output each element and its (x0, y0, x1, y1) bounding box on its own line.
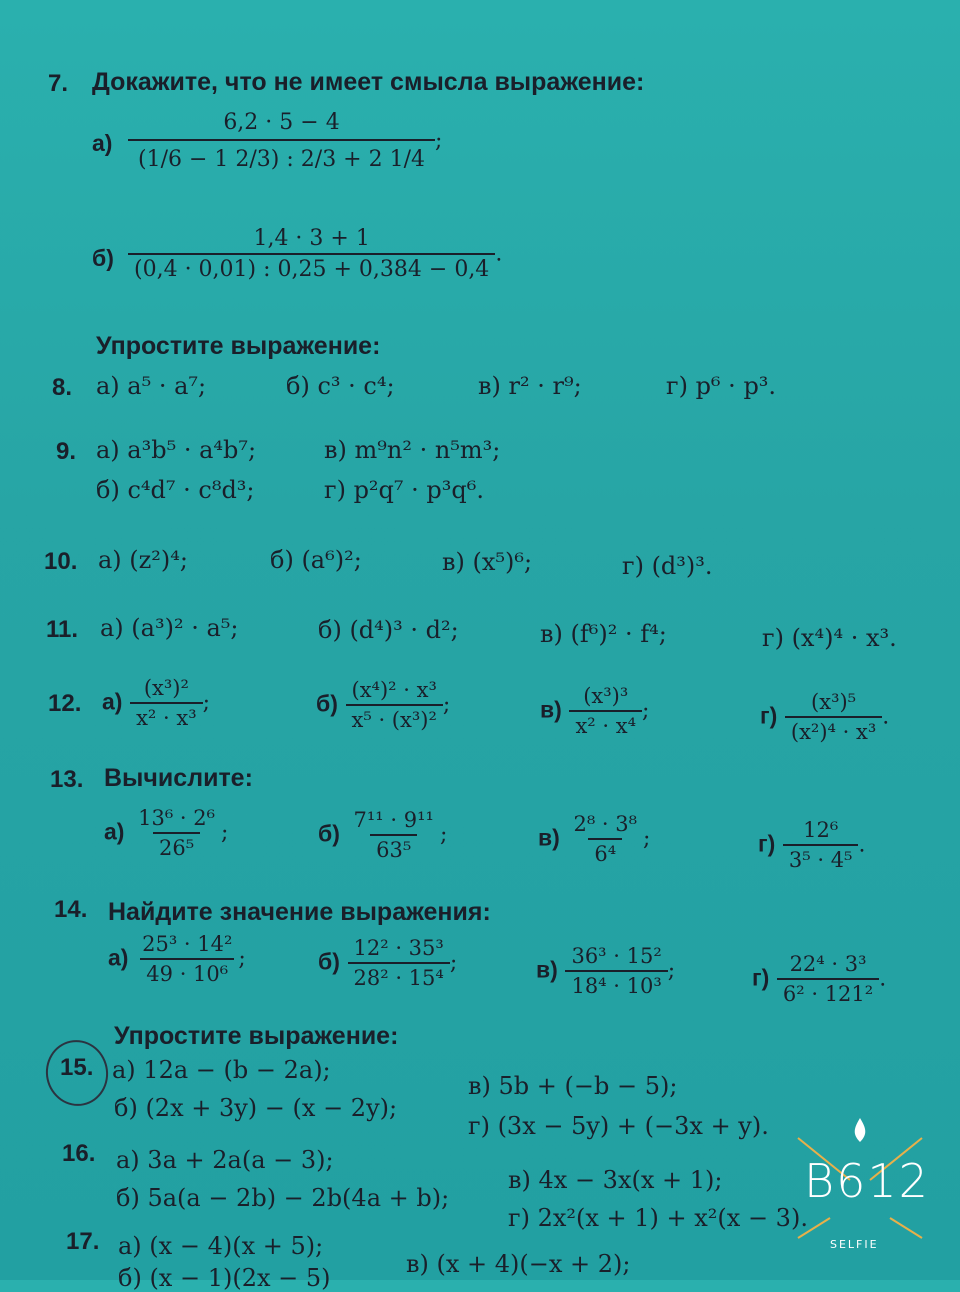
punctuation: ; (238, 946, 246, 972)
numerator: 7¹¹ · 9¹¹ (353, 808, 434, 832)
problem-number: 7. (48, 70, 69, 97)
exercise-item: а) a³b⁵ · a⁴b⁷; (96, 436, 257, 464)
denominator: 6² · 121² (777, 978, 879, 1006)
exercise-item: б) (d⁴)³ · d²; (318, 616, 459, 644)
denominator: 18⁴ · 10³ (565, 970, 667, 998)
problem-title: Докажите, что не имеет смысла выражение: (92, 68, 645, 96)
denominator: (0,4 · 0,01) : 0,25 + 0,384 − 0,4 (128, 253, 495, 282)
problem-number: 17. (66, 1228, 100, 1255)
punctuation: ; (643, 826, 651, 852)
numerator: 36³ · 15² (571, 944, 662, 968)
exercise-item: г) p²q⁷ · p³q⁶. (324, 476, 485, 504)
exercise-item: г) (d³)³. (622, 552, 713, 580)
sub-label: а) (102, 688, 123, 715)
fraction-expression (128, 226, 502, 282)
numerator: 22⁴ · 3³ (789, 952, 867, 976)
fraction-expression (128, 110, 442, 172)
denominator: 3⁵ · 4⁵ (783, 844, 859, 872)
sub-label: в) (538, 824, 560, 851)
denominator: 63⁵ (370, 834, 417, 862)
numerator: 2⁸ · 3⁸ (573, 812, 638, 836)
exercise-item: а) 3a + 2a(a − 3); (116, 1146, 334, 1174)
fraction-item (752, 952, 886, 1006)
problem-number: 16. (62, 1140, 96, 1167)
numerator: 12² · 35³ (353, 936, 444, 960)
exercise-item: б) c³ · c⁴; (286, 372, 395, 400)
exercise-item: в) (x⁵)⁶; (442, 548, 533, 576)
denominator: x² · x⁴ (569, 710, 642, 738)
punctuation: . (882, 704, 890, 730)
sub-label: а) (108, 944, 129, 971)
exercise-item: в) (f⁶)² · f⁴; (540, 620, 667, 648)
exercise-item: а) (x − 4)(x + 5); (118, 1232, 324, 1260)
exercise-item: в) 5b + (−b − 5); (468, 1072, 678, 1100)
punctuation: . (858, 832, 866, 858)
denominator: 49 · 10⁶ (140, 958, 234, 986)
fraction-item (104, 806, 228, 860)
denominator: 6⁴ (588, 838, 622, 866)
fraction-item (758, 818, 865, 872)
exercise-item: б) (a⁶)²; (270, 546, 362, 574)
denominator: 26⁵ (153, 832, 200, 860)
punctuation: ; (642, 698, 650, 724)
punctuation: ; (449, 950, 458, 976)
numerator: 1,4 · 3 + 1 (253, 226, 370, 251)
denominator: 28² · 15⁴ (348, 962, 450, 990)
sub-label: б) (316, 690, 338, 717)
problem-number: 14. (54, 896, 88, 923)
fraction-item (540, 684, 649, 738)
sub-label: г) (760, 702, 778, 729)
fraction-item (538, 812, 650, 866)
exercise-item: а) 12a − (b − 2a); (112, 1056, 331, 1084)
sub-label: б) (92, 245, 114, 271)
fraction-item (316, 678, 450, 732)
denominator: (x²)⁴ · x³ (785, 716, 882, 744)
exercise-item: в) (x + 4)(−x + 2); (406, 1250, 631, 1278)
fraction-item (108, 932, 246, 986)
fraction-item (102, 676, 210, 730)
exercise-item: в) r² · r⁹; (478, 372, 582, 400)
problem-number: 9. (56, 438, 77, 465)
numerator: (x³)⁵ (811, 690, 857, 714)
denominator: x⁵ · (x³)² (346, 704, 443, 732)
section-title: Упростите выражение: (96, 332, 381, 360)
numerator: 6,2 · 5 − 4 (223, 110, 340, 135)
sub-label: г) (752, 964, 770, 991)
problem-number: 11. (46, 616, 79, 643)
punctuation: ; (202, 690, 211, 716)
problem-number: 15. (60, 1054, 94, 1081)
numerator: 25³ · 14² (142, 932, 233, 956)
exercise-item: в) m⁹n² · n⁵m³; (324, 436, 501, 464)
fraction-item (760, 690, 889, 744)
exercise-item: б) (2x + 3y) − (x − 2y); (114, 1094, 398, 1122)
sub-label: в) (536, 956, 558, 983)
problem-title: Вычислите: (104, 764, 253, 792)
section-title: Упростите выражение: (114, 1022, 399, 1050)
punctuation: . (879, 966, 887, 992)
denominator: x² · x³ (130, 702, 203, 730)
exercise-item: г) (3x − 5y) + (−3x + y). (468, 1112, 769, 1140)
sub-label: в) (540, 696, 562, 723)
numerator: (x³)² (143, 676, 189, 700)
exercise-item: г) (x⁴)⁴ · x³. (762, 624, 897, 652)
exercise-item: б) (x − 1)(2x − 5) (118, 1264, 331, 1292)
numerator: (x⁴)² · x³ (351, 678, 437, 702)
b612-watermark-logo (790, 1110, 930, 1260)
sub-label: г) (758, 830, 776, 857)
punctuation: ; (442, 692, 451, 718)
punctuation: ; (221, 820, 229, 846)
sub-label: а) (92, 130, 113, 156)
numerator: (x³)³ (583, 684, 629, 708)
sub-label: б) (318, 820, 340, 847)
problem-number: 10. (44, 548, 78, 575)
denominator: (1/6 − 1 2/3) : 2/3 + 2 1/4 (128, 139, 435, 172)
brand-subtext: SELFIE (830, 1238, 879, 1251)
sub-label: а) (104, 818, 125, 845)
sub-label: б) (318, 948, 340, 975)
fraction-item (536, 944, 675, 998)
fraction-item (318, 936, 457, 990)
exercise-item: а) (a³)² · a⁵; (100, 614, 239, 642)
exercise-item: а) (z²)⁴; (98, 546, 188, 574)
exercise-item: г) p⁶ · p³. (666, 372, 777, 400)
punctuation: ; (435, 128, 443, 154)
exercise-item: б) 5a(a − 2b) − 2b(4a + b); (116, 1184, 450, 1212)
exercise-item: б) c⁴d⁷ · c⁸d³; (96, 476, 255, 504)
problem-title: Найдите значение выражения: (108, 898, 491, 926)
numerator: 12⁶ (803, 818, 839, 842)
problem-number: 8. (52, 374, 73, 401)
exercise-item: г) 2x²(x + 1) + x²(x − 3). (508, 1204, 808, 1232)
exercise-item: в) 4x − 3x(x + 1); (508, 1166, 723, 1194)
brand-text: B612 (804, 1154, 930, 1208)
numerator: 13⁶ · 2⁶ (138, 806, 216, 830)
punctuation: ; (439, 822, 448, 848)
fraction-item (318, 808, 447, 862)
exercise-item: а) a⁵ · a⁷; (96, 372, 207, 400)
punctuation: ; (667, 958, 676, 984)
problem-number: 13. (50, 766, 84, 793)
problem-number: 12. (48, 690, 82, 717)
punctuation: . (495, 241, 503, 267)
